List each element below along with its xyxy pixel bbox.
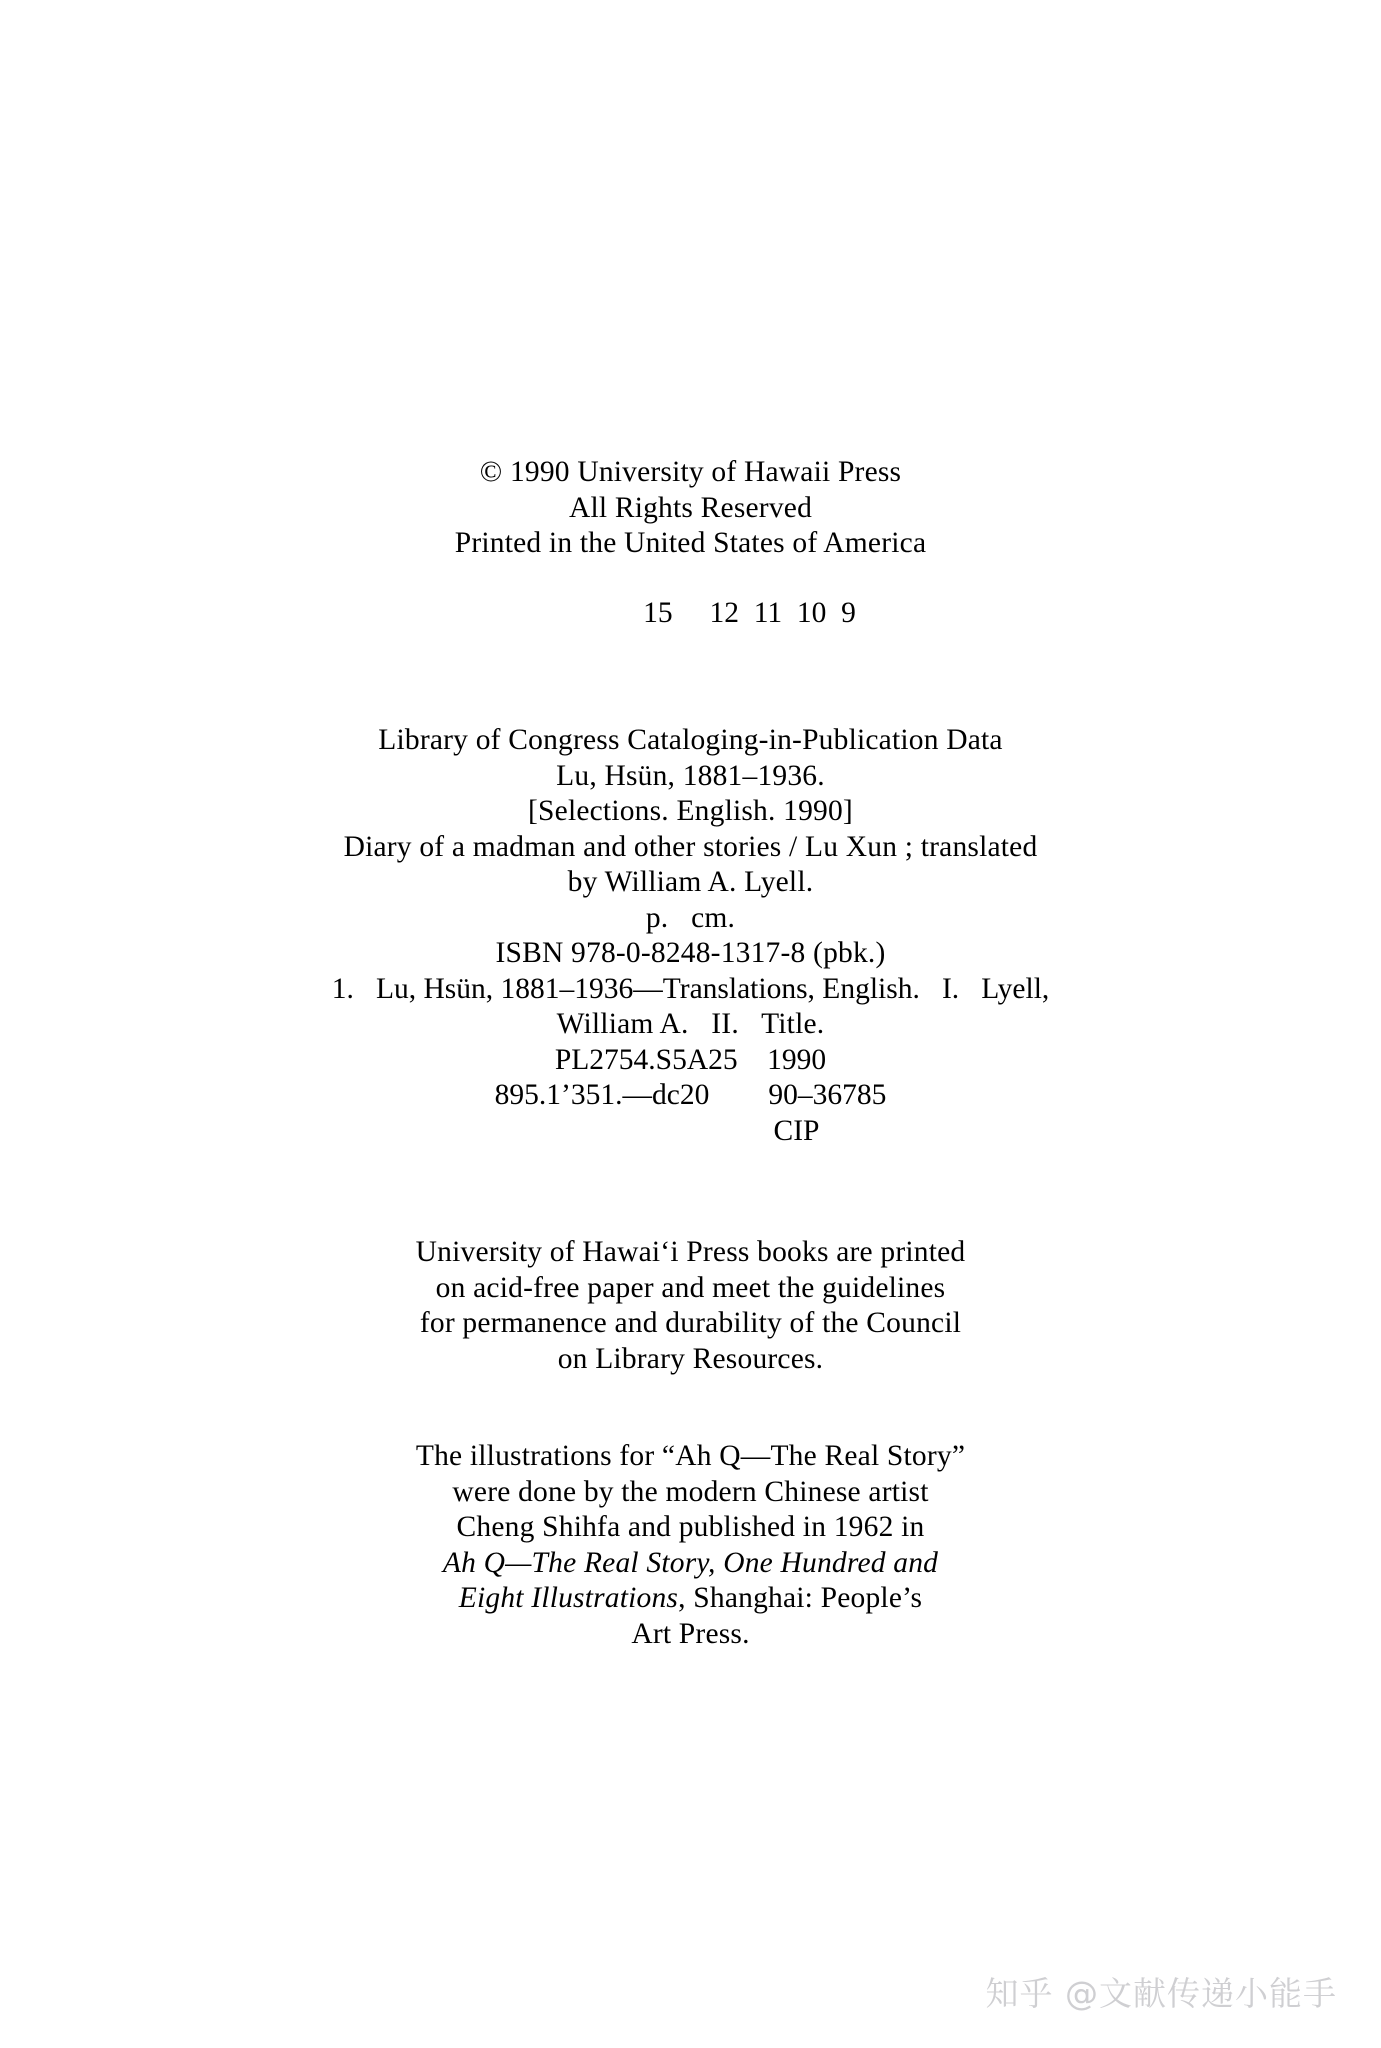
cip-uniform-title: [Selections. English. 1990] xyxy=(528,795,853,827)
cip-heading: Library of Congress Cataloging-in-Publication Data xyxy=(378,724,1003,756)
illustrations-source-title-line-2 xyxy=(0,1581,1381,1617)
cip-label: CIP xyxy=(773,1114,820,1147)
cip-title-statement: Diary of a madman and other stories / Lu Xun ; translated xyxy=(343,830,1038,863)
rights-reserved-line: All Rights Reserved xyxy=(568,491,813,524)
print-run-numbers: 15 12 11 10 9 xyxy=(643,596,856,629)
illustrations-source-title-line-1: Ah Q—The Real Story, One Hundred and xyxy=(442,1546,939,1579)
acid-free-line-2: on acid-free paper and meet the guidelines xyxy=(435,1271,946,1304)
cip-extent: p. cm. xyxy=(645,901,736,934)
illustrations-source-title-part: Eight Illustrations xyxy=(458,1582,679,1614)
illustrations-line-6: Art Press. xyxy=(631,1617,750,1650)
cip-lccn: 90–36785 xyxy=(768,1079,887,1111)
cip-subject-heading-continued: William A. II. Title. xyxy=(556,1008,825,1040)
page-content xyxy=(0,455,1381,1652)
acid-free-line-4: on Library Resources. xyxy=(557,1342,824,1375)
cip-isbn: ISBN 978-0-8248-1317-8 (pbk.) xyxy=(495,937,886,969)
printed-in-line: Printed in the United States of America xyxy=(454,527,927,559)
cip-dewey-number: 895.1’351.—dc20 xyxy=(494,1079,710,1111)
zhihu-watermark: 知乎 @文献传递小能手 xyxy=(985,1974,1337,2013)
acid-free-line-1: University of Hawai‘i Press books are printed xyxy=(415,1236,966,1268)
cip-row-spacer xyxy=(709,1079,768,1111)
acid-free-paper-statement xyxy=(0,1235,1381,1377)
spacer xyxy=(0,1377,1381,1439)
illustrations-publisher-part: , Shanghai: People’s xyxy=(678,1582,923,1614)
cip-dewey-lccn-row xyxy=(0,1078,1381,1114)
cip-author: Lu, Hsün, 1881–1936. xyxy=(556,759,825,792)
copyright-block xyxy=(0,455,1381,631)
copyright-line: © 1990 University of Hawaii Press xyxy=(479,456,902,488)
cip-block xyxy=(0,723,1381,1149)
illustrations-line-2: were done by the modern Chinese artist xyxy=(452,1475,929,1508)
illustrations-credit xyxy=(0,1439,1381,1652)
cip-title-statement-continued: by William A. Lyell. xyxy=(567,866,814,898)
illustrations-line-1: The illustrations for “Ah Q—The Real Story” xyxy=(415,1440,966,1472)
spacer xyxy=(0,562,1381,596)
cip-subject-heading: 1. Lu, Hsün, 1881–1936—Translations, English. I. Lyell, xyxy=(331,972,1050,1005)
spacer xyxy=(0,631,1381,723)
cip-call-number: PL2754.S5A25 1990 xyxy=(554,1043,827,1076)
spacer xyxy=(0,1149,1381,1235)
acid-free-line-3: for permanence and durability of the Council xyxy=(419,1307,962,1339)
illustrations-line-3: Cheng Shihfa and published in 1962 in xyxy=(456,1511,925,1543)
